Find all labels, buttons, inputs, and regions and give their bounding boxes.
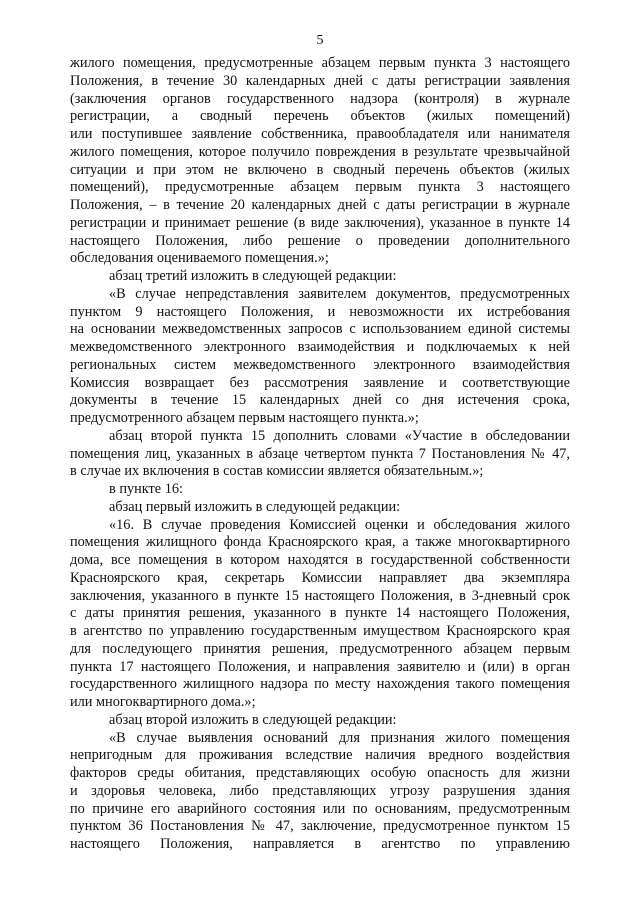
paragraph-instruction [70, 428, 570, 481]
text-line: непригодным для проживания вследствие наличия вредного воздействия [70, 747, 570, 764]
text-line: Положения, в течение 30 календарных дней с даты регистрации заявления [70, 72, 570, 89]
text-line: помещений), предусмотренные абзацем первым пункта 3 настоящего [70, 179, 570, 196]
text-line: жилого помещения, которое получило повреждения в результате чрезвычайной [70, 143, 570, 160]
text-line: помещения лиц, указанных в абзаце четвертом пункта 7 Постановления № 47, [70, 445, 570, 462]
text-line: абзац второй изложить в следующей редакции: [109, 711, 397, 728]
text-line: ситуации и при этом не включено в сводный перечень объектов (жилых [70, 161, 570, 178]
text-line: в случае их включения в состав комиссии является обязательным.»; [70, 463, 484, 480]
text-line: настоящего Положения, либо решение о проведении дополнительного [70, 232, 570, 249]
text-line: на основании межведомственных запросов с использованием единой системы [70, 321, 570, 338]
text-line: абзац второй пункта 15 дополнить словами «Участие в обследовании [109, 427, 570, 444]
text-line: для последующего принятия решения, предусмотренного абзацем первым [70, 640, 570, 657]
text-line: предусмотренного абзацем первым настоящего пункта.»; [70, 410, 419, 426]
text-line: дома, все помещения в котором находятся в государственной собственности [70, 552, 570, 568]
paragraph-quoted-text [70, 730, 570, 854]
page-number: 5 [316, 33, 324, 48]
text-line: настоящего Положения, направляется в агентство по управлению [70, 836, 570, 852]
text-line: «В случае непредставления заявителем документов, предусмотренных [109, 285, 570, 302]
text-line: с даты принятия решения, указанного в пункте 14 настоящего Положения, [70, 605, 570, 622]
text-line: обследования оцениваемого помещения.»; [70, 250, 329, 267]
text-line: «16. В случае проведения Комиссией оценки и обследования жилого [109, 516, 570, 533]
paragraph-quoted-text [70, 517, 570, 712]
text-line: (заключения органов государственного надзора (контроля) в журнале [70, 90, 570, 107]
text-line: помещения жилищного фонда Красноярского края, а также многоквартирного [70, 534, 570, 551]
text-line: документы в течение 15 календарных дней со дня истечения срока, [70, 392, 570, 409]
text-line: и здоровья человека, либо представляющих угрозу разрушения здания [70, 782, 570, 799]
text-line: регистрации и принимает решение (в виде заключения), указанное в пункте 14 [70, 214, 570, 231]
text-line: абзац первый изложить в следующей редакции: [109, 498, 401, 515]
text-line: в агентство по управлению государственным имуществом Красноярского края [70, 623, 570, 639]
paragraph-instruction [70, 268, 570, 286]
text-line: «В случае выявления оснований для признания жилого помещения [109, 729, 570, 746]
text-line: жилого помещения, предусмотренные абзацем первым пункта 3 настоящего [70, 55, 570, 71]
paragraph-instruction [70, 499, 570, 517]
text-line: Положения, – в течение 20 календарных дней с даты регистрации в журнале [70, 197, 570, 213]
text-line: абзац третий изложить в следующей редакции: [109, 268, 397, 284]
text-line: факторов среды обитания, представляющих особую опасность для жизни [70, 765, 570, 781]
text-line: пункта 17 настоящего Положения, и направления заявителю и (или) в орган [70, 658, 570, 675]
text-line: Красноярского края, секретарь Комиссии направляет два экземпляра [70, 569, 570, 586]
text-line: Комиссия возвращает без рассмотрения заявление и соответствующие [70, 374, 570, 391]
text-line: по причине его аварийного состояния или по основаниям, предусмотренным [70, 800, 570, 817]
text-line: государственного жилищного надзора по месту нахождения такого помещения [70, 676, 570, 693]
text-line: пунктом 36 Постановления № 47, заключение, предусмотренное пунктом 15 [70, 818, 570, 835]
text-line: или поступившее заявление собственника, правообладателя или нанимателя [70, 126, 570, 142]
text-line: в пункте 16: [109, 481, 183, 497]
text-line: или многоквартирного дома.»; [70, 694, 256, 710]
paragraph-continuation [70, 55, 570, 268]
text-line: пунктом 9 настоящего Положения, и невозможности их истребования [70, 303, 570, 320]
text-line: региональных систем межведомственного электронного взаимодействия [70, 356, 570, 373]
text-line: регистрации, а сводный перечень объектов (жилых помещений) [70, 108, 570, 125]
paragraph-quoted-text [70, 286, 570, 428]
document-body [70, 55, 570, 854]
paragraph-instruction [70, 481, 570, 499]
text-line: межведомственного электронного взаимодействия и подключаемых к ней [70, 339, 570, 355]
paragraph-instruction [70, 712, 570, 730]
text-line: заключения, указанного в пункте 15 настоящего Положения, в 3-дневный срок [70, 587, 570, 604]
